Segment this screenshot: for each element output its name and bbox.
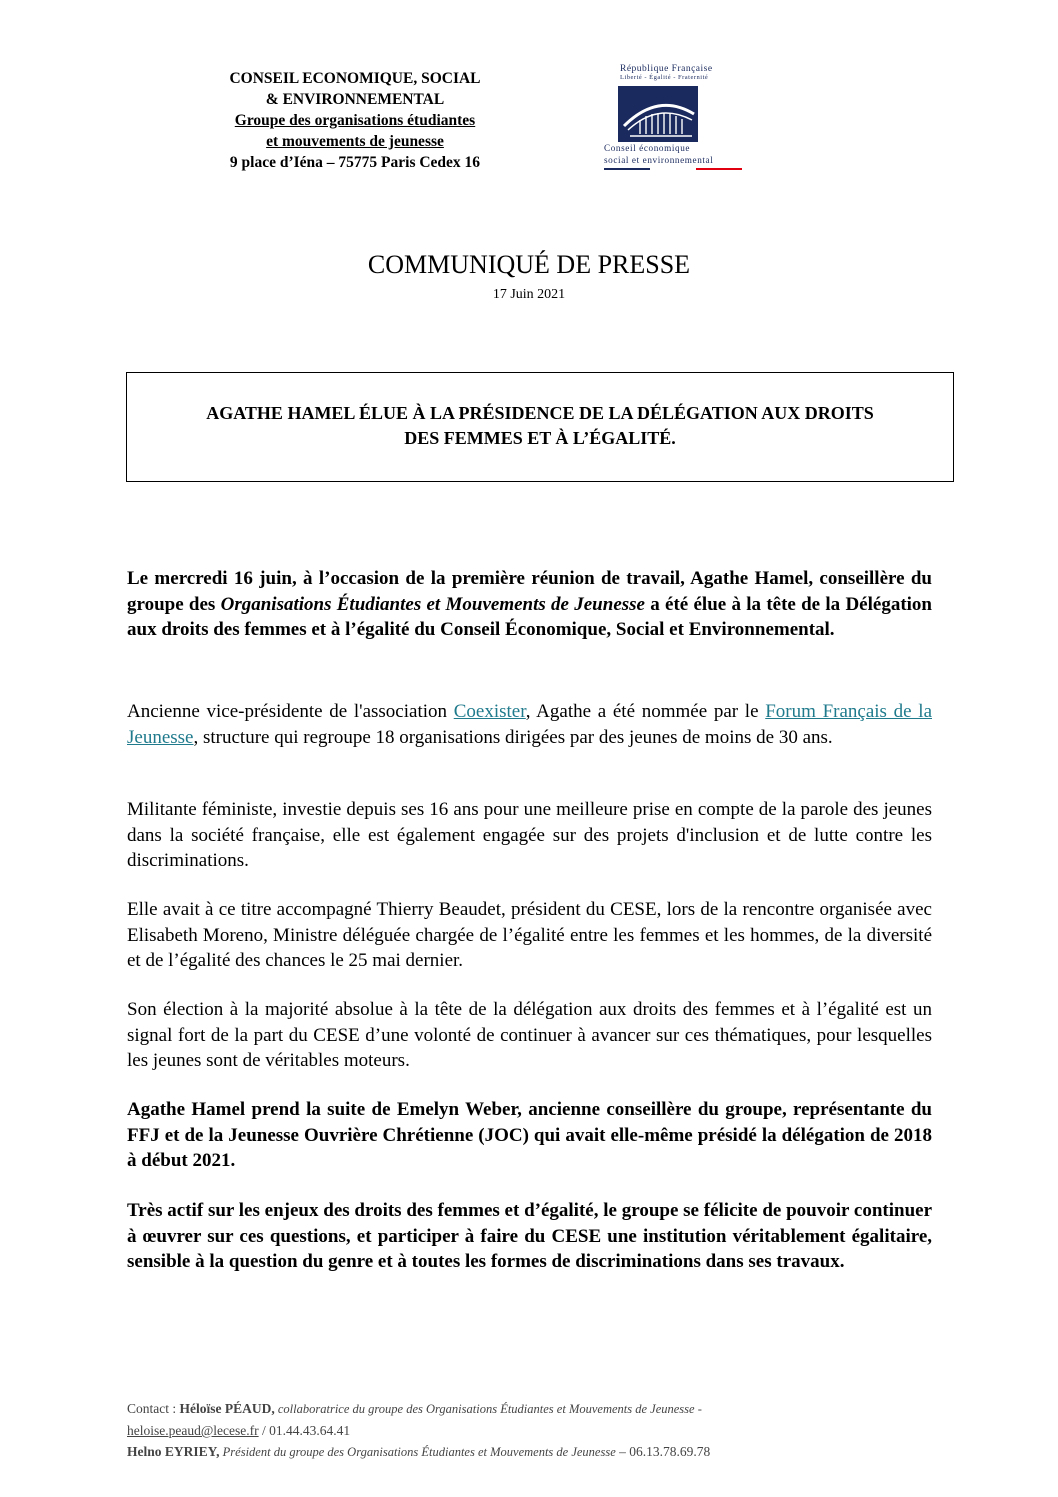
- contact-footer: [127, 1398, 947, 1463]
- org-name-line1: CONSEIL ECONOMIQUE, SOCIAL: [229, 70, 481, 87]
- paragraph-1-part-a: Le mercredi 16 juin, à l’occasion de la première réunion de travail, Agathe Hamel, conseillère du groupe des: [127, 568, 932, 615]
- contact-email-link[interactable]: heloise.peaud@lecese.fr: [127, 1423, 259, 1438]
- logo-republique: République Française: [620, 64, 713, 74]
- paragraph-1-group-name: Organisations Étudiantes et Mouvements de Jeunesse: [220, 593, 645, 615]
- paragraph-3: Militante féministe, investie depuis ses 16 ans pour une meilleure prise en compte de la parole des jeunes dans la société française, elle est également engagée sur des projets d'inclusion et de lutte contre les discriminations.: [127, 799, 932, 871]
- headline-line2: DES FEMMES ET À L’ÉGALITÉ.: [404, 428, 676, 448]
- paragraph-7: Très actif sur les enjeux des droits des femmes et d’égalité, le groupe se félicite de pouvoir continuer à œuvrer sur ces questions, et participer à faire du CESE une institution véritablement égalitaire, sensible à la question du genre et à toutes les formes de discriminations dans ses travaux.: [127, 1200, 932, 1272]
- paragraph-1-part-b: a été élue à la tête de la Délégation aux droits des femmes et à l’égalité du Conseil Économique, Social et Environnemental.: [127, 593, 932, 640]
- paragraph-2-part-a: Ancienne vice-présidente de l'association: [127, 701, 454, 722]
- logo-motto: Liberté - Égalité - Fraternité: [620, 74, 709, 81]
- paragraph-2-part-b: , Agathe a été nommée par le: [525, 701, 766, 722]
- org-name-line2: & ENVIRONNEMENTAL: [265, 91, 445, 108]
- contact-line-3: [127, 1441, 947, 1463]
- coexister-link[interactable]: Coexister: [453, 701, 526, 722]
- paragraph-6: Agathe Hamel prend la suite de Emelyn Weber, ancienne conseillère du groupe, représentante du FFJ et de la Jeunesse Ouvrière Chrétienne (JOC) qui avait elle-même présidé la délégation de 2018 à début 2021.: [127, 1099, 932, 1171]
- paragraph-2: [127, 699, 932, 750]
- logo-institution-name: [604, 142, 744, 166]
- forum-francais-jeunesse-link[interactable]: Forum Français de la Jeunesse: [127, 701, 932, 748]
- logo-bar-blue: [604, 168, 650, 170]
- page-title: COMMUNIQUÉ DE PRESSE: [367, 250, 691, 279]
- logo-line2: social et environnemental: [604, 155, 714, 165]
- contact-phone-1: / 01.44.43.64.41: [258, 1423, 351, 1438]
- contact-name-1: Héloïse PÉAUD,: [179, 1401, 275, 1416]
- paragraph-5: Son élection à la majorité absolue à la tête de la délégation aux droits des femmes et à l’égalité est un signal fort de la part du CESE d’une volonté de continuer à avancer sur ces thématiques, pour lesquelles les jeunes sont de véritables moteurs.: [127, 999, 932, 1071]
- logo-line1: Conseil économique: [604, 143, 691, 153]
- building-icon: [618, 86, 698, 142]
- press-date: 17 Juin 2021: [492, 287, 566, 302]
- headline-box: [126, 372, 954, 482]
- contact-phone-2: – 06.13.78.69.78: [615, 1444, 711, 1459]
- contact-line-1: [127, 1398, 947, 1420]
- cese-logo: [600, 64, 746, 172]
- contact-label: Contact :: [127, 1401, 180, 1416]
- org-group-line2: et mouvements de jeunesse: [266, 133, 444, 150]
- logo-bar-white: [650, 168, 696, 170]
- headline-line1: AGATHE HAMEL ÉLUE À LA PRÉSIDENCE DE LA DÉLÉGATION AUX DROITS: [206, 403, 874, 423]
- org-group-line1: Groupe des organisations étudiantes: [234, 112, 476, 129]
- contact-role-2: Président du groupe des Organisations Étudiantes et Mouvements de Jeunesse: [219, 1445, 616, 1459]
- contact-name-2: Helno EYRIEY,: [127, 1444, 220, 1459]
- organisation-header: [170, 68, 540, 173]
- paragraph-2-part-c: , structure qui regroupe 18 organisations dirigées par des jeunes de moins de 30 ans.: [193, 726, 833, 748]
- paragraph-1: [127, 566, 932, 643]
- logo-bar-red: [696, 168, 742, 170]
- headline: [127, 401, 953, 451]
- contact-role-1: collaboratrice du groupe des Organisations Étudiantes et Mouvements de Jeunesse -: [274, 1402, 702, 1416]
- paragraph-4: Elle avait à ce titre accompagné Thierry Beaudet, président du CESE, lors de la rencontre organisée avec Elisabeth Moreno, Ministre déléguée chargée de l’égalité entre les femmes et les hommes, de la diversité et de l’égalité des chances le 25 mai dernier.: [127, 899, 932, 971]
- contact-line-2: [127, 1420, 947, 1441]
- org-address: 9 place d’Iéna – 75775 Paris Cedex 16: [229, 154, 481, 171]
